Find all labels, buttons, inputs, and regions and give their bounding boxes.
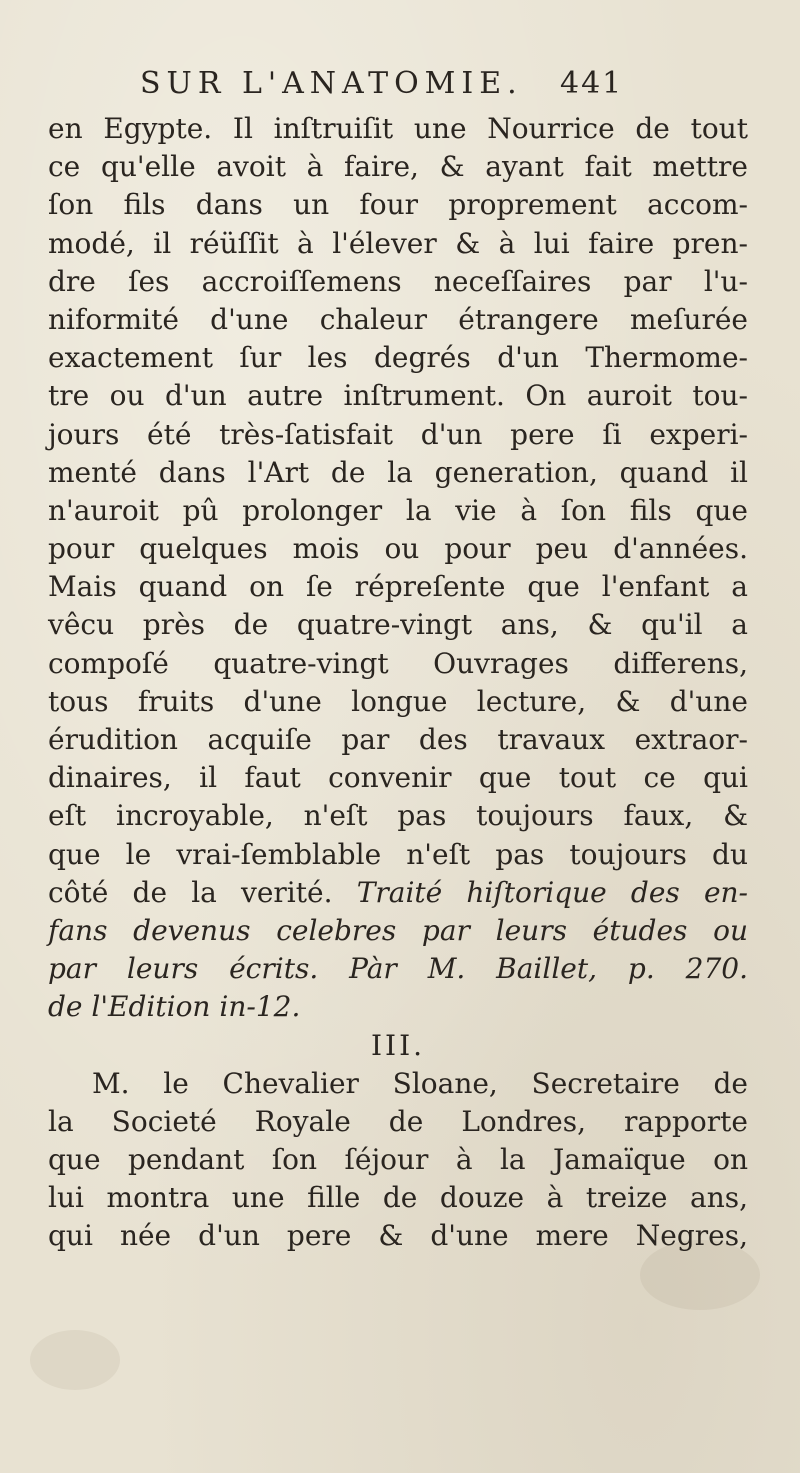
text-line: niformité d'une chaleur étrangere meſurée	[48, 302, 748, 336]
citation-line: par leurs écrits. Pàr M. Baillet, p. 270.	[48, 952, 748, 986]
text-line: M. le Chevalier Sloane, Secretaire de	[92, 1066, 748, 1100]
running-head	[140, 62, 700, 106]
text-line: modé, il réüſſit à l'élever & à lui faire pren-	[48, 226, 748, 260]
text-line: dinaires, il faut convenir que tout ce qui	[48, 761, 748, 795]
text-line: vêcu près de quatre-vingt ans, & qu'il a	[48, 608, 748, 642]
text-line: jours été très-ſatisfait d'un pere ſi experi-	[48, 417, 748, 451]
text-line: que pendant ſon ſéjour à la Jamaïque on	[48, 1143, 748, 1177]
text-line: exactement ſur les degrés d'un Thermome-	[48, 341, 748, 375]
text-line: ce qu'elle avoit à faire, & ayant fait mettre	[48, 150, 748, 184]
text-line: pour quelques mois ou pour peu d'années.	[48, 532, 748, 566]
text-line: menté dans l'Art de la generation, quand il	[48, 455, 748, 489]
text-line: tre ou d'un autre inſtrument. On auroit tou-	[48, 379, 748, 413]
text-line: n'auroit pû prolonger la vie à ſon fils que	[48, 493, 748, 527]
text-line: Mais quand on ſe répreſente que l'enfant a	[48, 570, 748, 604]
citation-start: Traité hiſtorique des en-	[356, 875, 749, 909]
text-line: compoſé quatre-vingt Ouvrages differens,	[48, 646, 748, 680]
text-line: que le vrai-ſemblable n'eſt pas toujours du	[48, 837, 748, 871]
running-head-title: SUR L'ANATOMIE.	[140, 66, 523, 101]
text-line: eſt incroyable, n'eſt pas toujours faux, &	[48, 799, 748, 833]
text-line: la Societé Royale de Londres, rapporte	[48, 1104, 748, 1138]
text-line: ſon fils dans un four proprement accom-	[48, 188, 748, 222]
citation-line: fans devenus celebres par leurs études ou	[48, 913, 748, 947]
text-line: lui montra une fille de douze à treize ans,	[48, 1181, 748, 1215]
text-line: érudition acquiſe par des travaux extraor-	[48, 723, 748, 756]
text-line: en Egypte. Il inſtruiſit une Nourrice de tout	[48, 112, 748, 145]
page-number: 441	[560, 66, 624, 101]
text-line: tous fruits d'une longue lecture, & d'une	[48, 684, 748, 718]
text-line: dre ſes accroiſſemens neceſſaires par l'u-	[48, 264, 748, 298]
text-fragment: côté de la verité.	[48, 875, 333, 909]
text-line: qui née d'un pere & d'une mere Negres,	[48, 1219, 748, 1253]
text-line-with-citation	[48, 874, 748, 912]
section-number: III.	[370, 1028, 426, 1062]
paper-stain	[30, 1330, 120, 1390]
body-text	[48, 110, 748, 1256]
citation-line: de l'Edition in-12.	[48, 990, 301, 1024]
